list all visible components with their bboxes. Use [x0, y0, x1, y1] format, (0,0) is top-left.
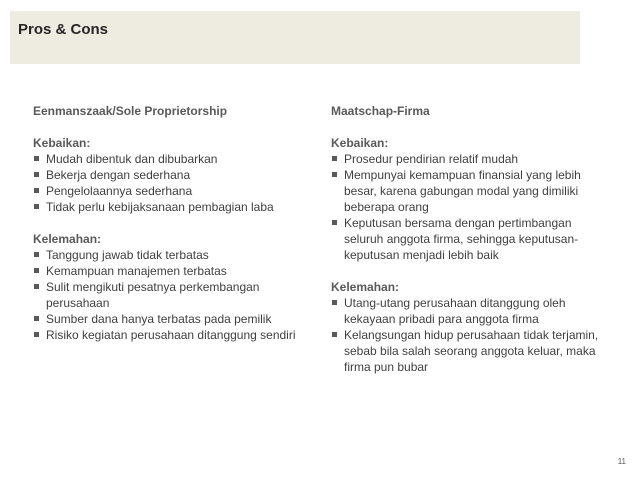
- cons-label: Kelemahan:: [33, 232, 102, 246]
- list-item: Prosedur pendirian relatif mudah: [331, 151, 611, 167]
- list-item: Kelangsungan hidup perusahaan tidak terjamin, sebab bila salah seorang anggota keluar, maka firma pun bubar: [331, 327, 611, 375]
- firma-column: [331, 103, 611, 391]
- slide-title: Pros & Cons: [18, 21, 109, 38]
- list-item: Pengelolaannya sederhana: [33, 183, 303, 199]
- list-item: Mudah dibentuk dan dibubarkan: [33, 151, 303, 167]
- list-item: Risiko kegiatan perusahaan ditanggung sendiri: [33, 327, 303, 343]
- list-item: Utang-utang perusahaan ditanggung oleh kekayaan pribadi para anggota firma: [331, 295, 611, 327]
- pros-section: [33, 135, 303, 215]
- cons-list: [331, 295, 611, 375]
- list-item: Sumber dana hanya terbatas pada pemilik: [33, 311, 303, 327]
- cons-list: [33, 247, 303, 343]
- pros-label: Kebaikan:: [331, 136, 389, 150]
- list-item: Tidak perlu kebijaksanaan pembagian laba: [33, 199, 303, 215]
- list-item: Sulit mengikuti pesatnya perkembangan perusahaan: [33, 279, 303, 311]
- list-item: Bekerja dengan sederhana: [33, 167, 303, 183]
- column-heading: Maatschap-Firma: [331, 104, 430, 118]
- sole-proprietorship-column: [33, 103, 303, 359]
- list-item: Mempunyai kemampuan finansial yang lebih besar, karena gabungan modal yang dimiliki beberapa orang: [331, 167, 611, 215]
- list-item: Tanggung jawab tidak terbatas: [33, 247, 303, 263]
- pros-list: [33, 151, 303, 215]
- list-item: Kemampuan manajemen terbatas: [33, 263, 303, 279]
- page-number: 11: [617, 457, 626, 466]
- cons-label: Kelemahan:: [331, 280, 400, 294]
- cons-section: [331, 279, 611, 375]
- pros-section: [331, 135, 611, 263]
- cons-section: [33, 231, 303, 343]
- list-item: Keputusan bersama dengan pertimbangan seluruh anggota firma, sehingga keputusan-keputusan menjadi lebih baik: [331, 215, 611, 263]
- pros-list: [331, 151, 611, 263]
- pros-label: Kebaikan:: [33, 136, 91, 150]
- column-heading: Eenmanszaak/Sole Proprietorship: [33, 104, 228, 118]
